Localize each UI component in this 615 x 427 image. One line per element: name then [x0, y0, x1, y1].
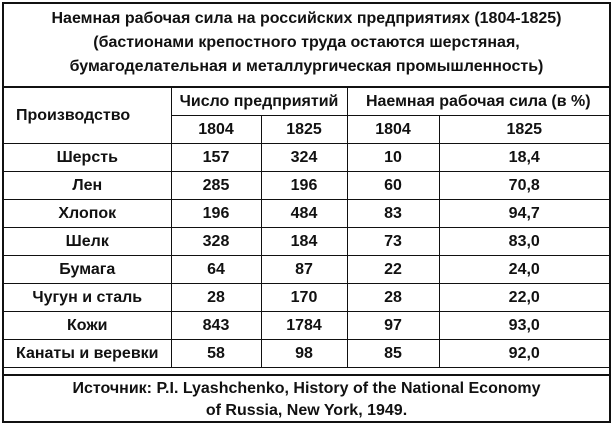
cell-enterprises-1804: 58	[171, 340, 261, 368]
table-row	[4, 340, 609, 368]
title-line-3: бумагоделательная и металлургическая промышленность)	[69, 58, 544, 75]
cell-enterprises-1825: 1784	[261, 312, 347, 340]
cell-production: Чугун и сталь	[4, 284, 171, 312]
cell-enterprises-1825: 324	[261, 144, 347, 172]
cell-labor-1825: 94,7	[439, 200, 609, 228]
title-line-2: (бастионами крепостного труда остаются шерстяная,	[93, 34, 520, 51]
source-line-1: Источник: P.I. Lyashchenko, History of the National Economy	[72, 380, 541, 397]
cell-enterprises-1804: 196	[171, 200, 261, 228]
cell-enterprises-1825: 184	[261, 228, 347, 256]
cell-labor-1825: 93,0	[439, 312, 609, 340]
cell-enterprises-1804: 285	[171, 172, 261, 200]
cell-enterprises-1825: 98	[261, 340, 347, 368]
table-row	[4, 256, 609, 284]
table-row	[4, 172, 609, 200]
cell-labor-1825: 18,4	[439, 144, 609, 172]
cell-labor-1804: 73	[347, 228, 439, 256]
table-frame	[2, 2, 611, 423]
cell-labor-1825: 22,0	[439, 284, 609, 312]
cell-labor-1825: 70,8	[439, 172, 609, 200]
cell-labor-1825: 24,0	[439, 256, 609, 284]
table-row	[4, 200, 609, 228]
cell-labor-1804: 22	[347, 256, 439, 284]
cell-enterprises-1825: 484	[261, 200, 347, 228]
table-body	[4, 144, 609, 368]
table-row	[4, 144, 609, 172]
cell-production: Лен	[4, 172, 171, 200]
header-year-enterprises-1825: 1825	[261, 116, 347, 144]
header-year-labor-1804: 1804	[347, 116, 439, 144]
cell-production: Шелк	[4, 228, 171, 256]
cell-production: Бумага	[4, 256, 171, 284]
cell-production: Хлопок	[4, 200, 171, 228]
title-line-1: Наемная рабочая сила на российских предприятиях (1804-1825)	[51, 10, 562, 27]
cell-enterprises-1825: 196	[261, 172, 347, 200]
cell-labor-1804: 97	[347, 312, 439, 340]
table-title	[4, 4, 609, 88]
header-year-enterprises-1804: 1804	[171, 116, 261, 144]
header-production: Производство	[4, 88, 171, 144]
cell-production: Шерсть	[4, 144, 171, 172]
cell-labor-1804: 10	[347, 144, 439, 172]
source-note	[4, 374, 609, 423]
cell-labor-1825: 83,0	[439, 228, 609, 256]
header-row-groups	[4, 88, 609, 116]
data-table	[4, 88, 609, 368]
cell-enterprises-1804: 64	[171, 256, 261, 284]
table-row	[4, 284, 609, 312]
source-line-2: of Russia, New York, 1949.	[205, 402, 408, 419]
table-row	[4, 312, 609, 340]
cell-enterprises-1804: 843	[171, 312, 261, 340]
table-row	[4, 228, 609, 256]
header-labor: Наемная рабочая сила (в %)	[347, 88, 609, 116]
cell-labor-1825: 92,0	[439, 340, 609, 368]
cell-production: Кожи	[4, 312, 171, 340]
cell-enterprises-1804: 28	[171, 284, 261, 312]
cell-enterprises-1804: 328	[171, 228, 261, 256]
header-enterprises: Число предприятий	[171, 88, 347, 116]
cell-labor-1804: 83	[347, 200, 439, 228]
cell-labor-1804: 85	[347, 340, 439, 368]
cell-enterprises-1825: 170	[261, 284, 347, 312]
cell-enterprises-1825: 87	[261, 256, 347, 284]
cell-labor-1804: 60	[347, 172, 439, 200]
cell-production: Канаты и веревки	[4, 340, 171, 368]
cell-enterprises-1804: 157	[171, 144, 261, 172]
header-year-labor-1825: 1825	[439, 116, 609, 144]
cell-labor-1804: 28	[347, 284, 439, 312]
